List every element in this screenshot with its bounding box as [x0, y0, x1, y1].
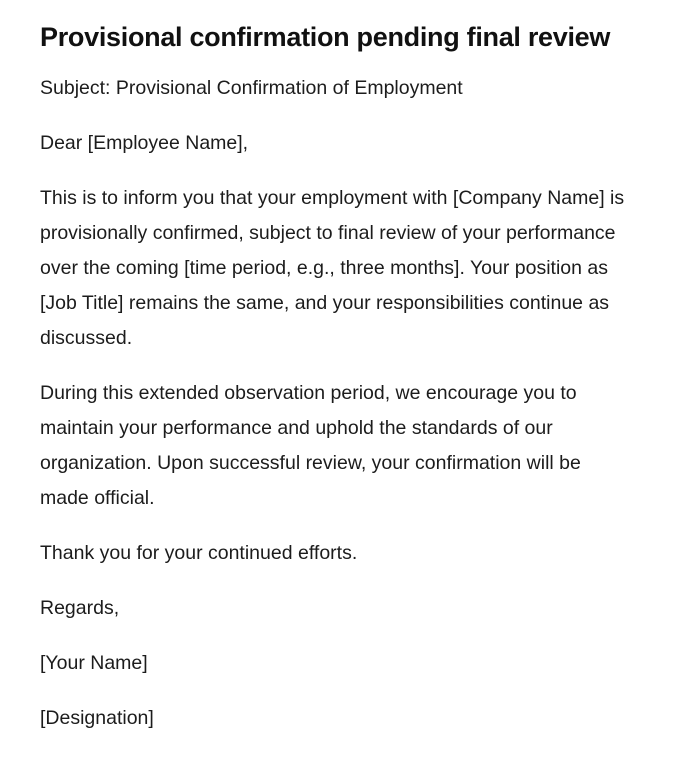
- paragraph-subject: Subject: Provisional Confirmation of Employment: [40, 77, 463, 99]
- paragraph-closing: Regards,: [40, 597, 120, 619]
- document-body: [40, 71, 660, 736]
- page-title: Provisional confirmation pending final review: [40, 22, 611, 52]
- paragraph-sender-designation: [Designation]: [40, 707, 154, 729]
- paragraph-sender-name: [Your Name]: [40, 652, 148, 674]
- paragraph-thanks: Thank you for your continued efforts.: [40, 542, 358, 564]
- paragraph-confirmation-details: This is to inform you that your employment with [Company Name] is provisionally confirmed, subject to final review of your performance over the coming [time period, e.g., three months]. Your position as [Job Title] remains the same, and your responsibilities continue as discussed.: [40, 187, 625, 349]
- paragraph-salutation: Dear [Employee Name],: [40, 132, 249, 154]
- paragraph-observation-period: During this extended observation period, we encourage you to maintain your performance and uphold the standards of our organization. Upon successful review, your confirmation will be made official.: [40, 382, 581, 509]
